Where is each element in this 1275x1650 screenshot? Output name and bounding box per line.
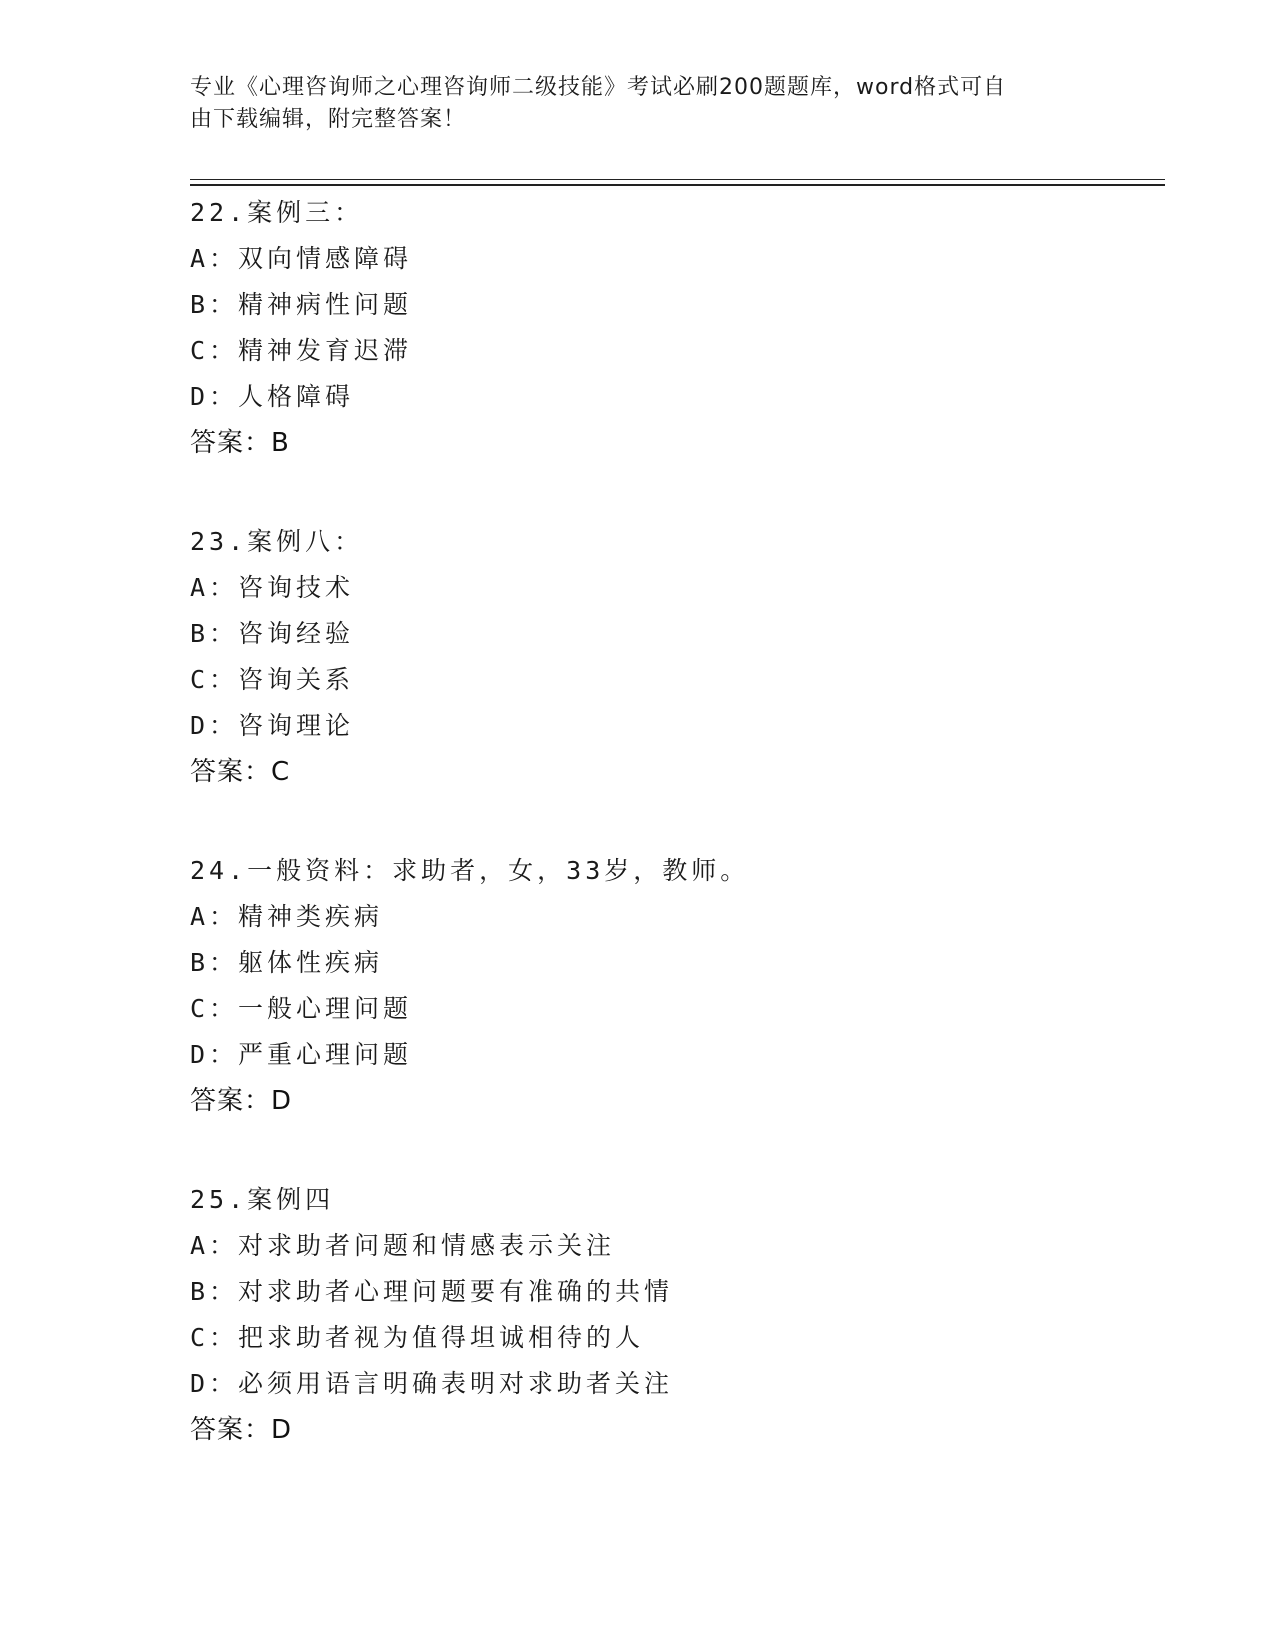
option-b: B：精神病性问题 <box>190 290 413 319</box>
option-b: B：咨询经验 <box>190 619 355 648</box>
option-d: D：咨询理论 <box>190 711 355 740</box>
answer-label: 答案：D <box>190 1415 293 1445</box>
answer-label: 答案：D <box>190 1086 293 1116</box>
question-23 <box>190 519 1140 795</box>
question-stem: 25.案例四 <box>190 1185 335 1214</box>
question-24 <box>190 848 1140 1124</box>
option-b: B：躯体性疾病 <box>190 948 384 977</box>
question-list <box>190 190 1140 1506</box>
document-header <box>190 72 1090 136</box>
option-d: D：严重心理问题 <box>190 1040 413 1069</box>
option-c: C：精神发育迟滞 <box>190 336 413 365</box>
option-c: C：一般心理问题 <box>190 994 413 1023</box>
answer-label: 答案：B <box>190 428 290 458</box>
answer-label: 答案：C <box>190 757 291 787</box>
header-line-1: 专业《心理咨询师之心理咨询师二级技能》考试必刷200题题库，word格式可自 <box>190 75 1007 100</box>
question-stem: 24.一般资料：求助者，女，33岁，教师。 <box>190 856 750 885</box>
option-b: B：对求助者心理问题要有准确的共情 <box>190 1277 674 1306</box>
option-a: A：双向情感障碍 <box>190 244 413 273</box>
header-divider-thin <box>190 179 1165 180</box>
option-c: C：咨询关系 <box>190 665 355 694</box>
question-stem: 22.案例三： <box>190 198 364 227</box>
option-d: D：人格障碍 <box>190 382 355 411</box>
option-a: A：对求助者问题和情感表示关注 <box>190 1231 616 1260</box>
question-stem: 23.案例八： <box>190 527 364 556</box>
option-a: A：精神类疾病 <box>190 902 384 931</box>
question-25 <box>190 1177 1140 1453</box>
header-line-2: 由下载编辑，附完整答案！ <box>190 107 467 132</box>
option-a: A：咨询技术 <box>190 573 355 602</box>
option-d: D：必须用语言明确表明对求助者关注 <box>190 1369 674 1398</box>
question-22 <box>190 190 1140 466</box>
header-divider-thick <box>190 184 1165 186</box>
option-c: C：把求助者视为值得坦诚相待的人 <box>190 1323 645 1352</box>
